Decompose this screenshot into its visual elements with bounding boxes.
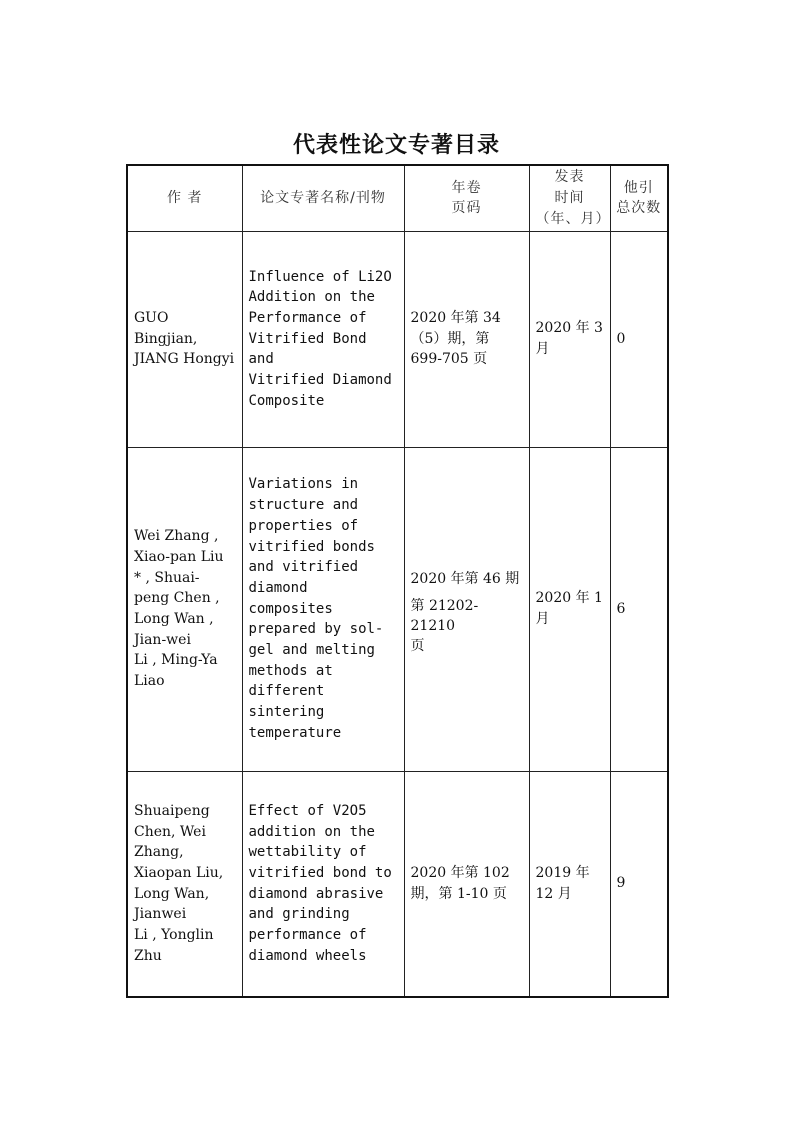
row-author: Wei Zhang , Xiao-pan Liu * , Shuai- peng Chen , Long Wan , Jian-wei Li , Ming-Ya Liao [127, 447, 242, 771]
row-volume: 2020 年第 102 期，第 1-10 页 [404, 771, 529, 997]
row-paper-title: Influence of Li2O Addition on the Performance of Vitrified Bond and Vitrified Diamond Composite [242, 231, 404, 447]
row-paper-title: Variations in structure and properties of vitrified bonds and vitrified diamond composites prepared by sol- gel and melting methods at different sintering temperature [242, 447, 404, 771]
row-author: Shuaipeng Chen, Wei Zhang, Xiaopan Liu, Long Wan, Jianwei Li , Yonglin Zhu [127, 771, 242, 997]
row-date: 2020 年 1 月 [529, 447, 610, 771]
header-author: 作 者 [127, 165, 242, 231]
header-volume: 年卷 页码 [404, 165, 529, 231]
table-header-row [127, 165, 668, 231]
row-date: 2019 年 12 月 [529, 771, 610, 997]
row-citations: 6 [610, 447, 668, 771]
row-paper-title: Effect of V2O5 addition on the wettability of vitrified bond to diamond abrasive and grinding performance of diamond wheels [242, 771, 404, 997]
row-citations: 9 [610, 771, 668, 997]
header-citations: 他引 总次数 [610, 165, 668, 231]
table-row [127, 231, 668, 447]
header-date: 发表 时间 （年、月） [529, 165, 610, 231]
row-volume: 2020 年第 34 （5）期，第 699-705 页 [404, 231, 529, 447]
row-author: GUO Bingjian, JIANG Hongyi [127, 231, 242, 447]
table-row [127, 771, 668, 997]
page-title: 代表性论文专著目录 [292, 133, 500, 158]
paper-catalog-table [126, 164, 669, 998]
row-volume: 2020 年第 46 期 第 21202-21210 页 [404, 447, 529, 771]
row-date: 2020 年 3 月 [529, 231, 610, 447]
table-row [127, 447, 668, 771]
header-paper: 论文专著名称/刊物 [242, 165, 404, 231]
row-citations: 0 [610, 231, 668, 447]
